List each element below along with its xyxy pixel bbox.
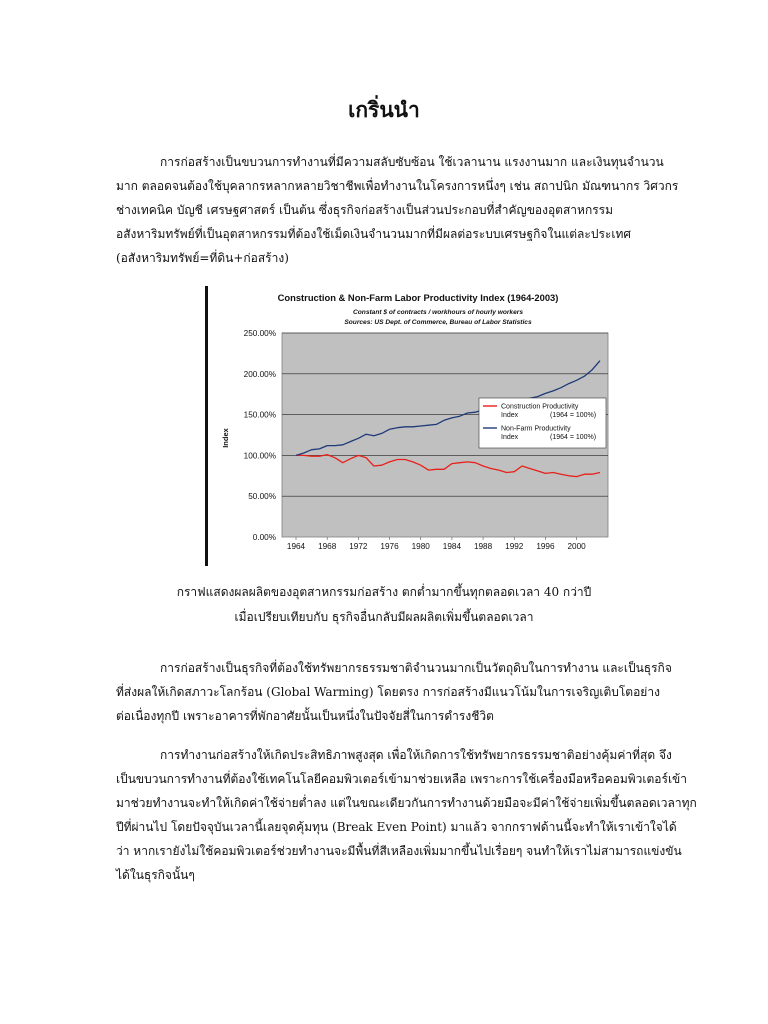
chart-legend — [479, 398, 606, 448]
legend-note: (1964 = 100%) — [550, 434, 597, 441]
paragraph-line: เป็นขบวนการทำงานที่ต้องใช้เทคโนโลยีคอมพิวเตอร์เข้ามาช่วยเหลือ เพราะการใช้เครื่องมือหรือคอมพิวเตอร์เข้า — [116, 772, 688, 786]
paragraph-line: ว่า หากเรายังไม่ใช้คอมพิวเตอร์ช่วยทำงานจะมีพื้นที่สีเหลืองเพิ่มมากขึ้นไปเรื่อยๆ จนทำให้เราไม่สามารถแข่งขัน — [116, 844, 682, 858]
x-tick-label: 1980 — [411, 542, 430, 551]
productivity-chart-svg — [208, 286, 611, 566]
y-tick-label: 50.00% — [248, 492, 276, 502]
intro-paragraph — [116, 150, 679, 270]
productivity-chart — [205, 286, 611, 566]
paragraph-line: (อสังหาริมทรัพย์=ที่ดิน+ก่อสร้าง) — [116, 251, 289, 265]
efficiency-paragraph — [116, 743, 697, 887]
caption-line: เมื่อเปรียบเทียบกับ ธุรกิจอื่นกลับมีผลผลิตเพิ่มขึ้นตลอดเวลา — [234, 610, 534, 624]
paragraph-line: มาช่วยทำงานจะทำให้เกิดค่าใช้จ่ายต่ำลง แต่ในขณะเดียวกันการทำงานด้วยมือจะมีค่าใช้จ่ายเพิ่มขึ้นตลอดเวลาทุก — [116, 796, 697, 810]
y-tick-label: 0.00% — [252, 533, 276, 542]
paragraph-line: ที่ส่งผลให้เกิดสภาวะโลกร้อน (Global Warming) โดยตรง การก่อสร้างมีแนวโน้มในการเจริญเติบโตอย่าง — [116, 685, 660, 699]
paragraph-line: ช่างเทคนิค บัญชี เศรษฐศาสตร์ เป็นต้น ซึ่งธุรกิจก่อสร้างเป็นส่วนประกอบที่สำคัญของอุตสาหกรรม — [116, 203, 614, 217]
y-tick-label: 250.00% — [243, 329, 276, 338]
legend-label: Index — [501, 412, 519, 419]
chart-source: Sources: US Dept. of Commerce, Bureau of Labor Statistics — [344, 319, 532, 326]
legend-label: Index — [501, 434, 519, 441]
x-tick-label: 1976 — [380, 542, 399, 551]
x-tick-label: 1988 — [473, 542, 493, 551]
legend-label: Construction Productivity — [501, 403, 579, 411]
paragraph-line: อสังหาริมทรัพย์ที่เป็นอุตสาหกรรมที่ต้องใช้เม็ดเงินจำนวนมากที่มีผลต่อระบบเศรษฐกิจในแต่ละประเทศ — [116, 227, 631, 241]
paragraph-line: การทำงานก่อสร้างให้เกิดประสิทธิภาพสูงสุด เพื่อให้เกิดการใช้ทรัพยากรธรรมชาติอย่างคุ้มค่าที่สุด จึง — [160, 748, 672, 762]
paragraph-line: การก่อสร้างเป็นธุรกิจที่ต้องใช้ทรัพยากรธรรมชาติจำนวนมากเป็นวัตถุดิบในการทำงาน และเป็นธุรกิจ — [160, 661, 672, 675]
chart-subtitle: Constant $ of contracts / workhours of hourly workers — [353, 309, 523, 316]
paragraph-line: ปีที่ผ่านไป โดยปัจจุบันเวลานี้เลยจุดคุ้มทุน (Break Even Point) มาแล้ว จากกราฟด้านนี้จะทำให้เราเข้าใจได้ — [116, 820, 677, 834]
chart-caption — [0, 580, 768, 630]
x-tick-label: 1968 — [318, 542, 337, 551]
legend-label: Non-Farm Productivity — [501, 425, 571, 433]
legend-note: (1964 = 100%) — [550, 412, 597, 419]
caption-line: กราฟแสดงผลผลิตของอุตสาหกรรมก่อสร้าง ตกต่ำมากขึ้นทุกตลอดเวลา 40 กว่าปี — [176, 585, 592, 599]
y-tick-label: 150.00% — [243, 410, 276, 420]
x-tick-label: 1984 — [442, 542, 462, 551]
y-tick-label: 100.00% — [243, 451, 276, 461]
paragraph-line: ได้ในธุรกิจนั้นๆ — [116, 868, 195, 882]
global-warming-paragraph — [116, 656, 672, 728]
x-tick-label: 1996 — [536, 542, 555, 551]
paragraph-line: มาก ตลอดจนต้องใช้บุคลากรหลากหลายวิชาชีพเพื่อทำงานในโครงการหนึ่งๆ เช่น สถาปนิก มัณฑนากร วิศวกร — [116, 179, 679, 193]
paragraph-line: การก่อสร้างเป็นขบวนการทำงานที่มีความสลับซับซ้อน ใช้เวลานาน แรงงานมาก และเงินทุนจำนวน — [160, 155, 664, 169]
x-tick-label: 1992 — [505, 542, 524, 551]
x-tick-label: 1964 — [286, 542, 306, 551]
y-tick-label: 200.00% — [243, 369, 276, 379]
page-title: เกริ่นนำ — [348, 97, 420, 123]
paragraph-line: ต่อเนื่องทุกปี เพราะอาคารที่พักอาศัยนั้นเป็นหนึ่งในปัจจัยสี่ในการดำรงชีวิต — [116, 709, 494, 723]
x-tick-label: 1972 — [349, 542, 368, 551]
x-tick-label: 2000 — [567, 542, 586, 551]
y-axis-label: Index — [221, 428, 230, 448]
chart-title: Construction & Non-Farm Labor Productivity Index (1964-2003) — [277, 292, 559, 303]
